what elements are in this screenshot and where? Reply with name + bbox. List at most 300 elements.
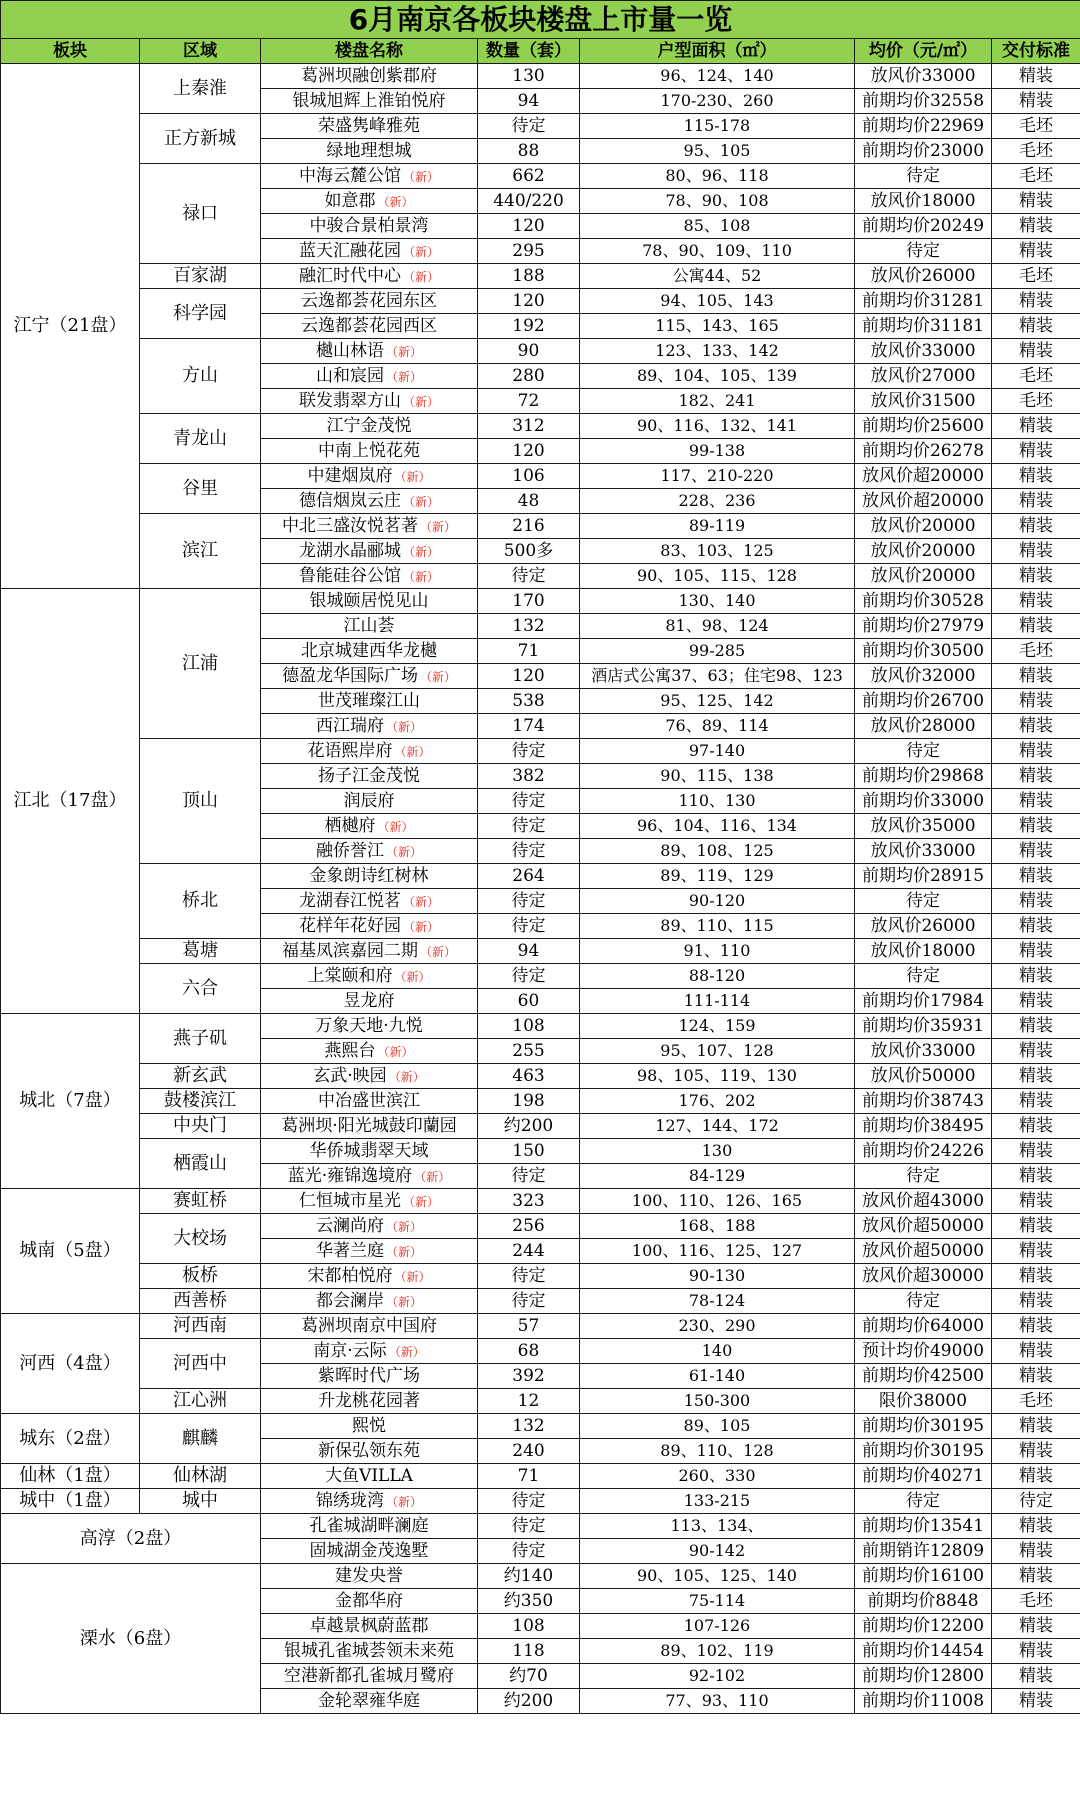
unit-area-cell: 61-140 (580, 1364, 855, 1389)
avg-price-cell: 前期均价31181 (855, 314, 992, 339)
new-tag: （新） (419, 669, 456, 684)
delivery-cell: 精装 (992, 564, 1080, 589)
quantity-cell: 待定 (478, 1164, 580, 1189)
project-name-cell (261, 239, 478, 264)
project-name-cell (261, 1289, 478, 1314)
avg-price-cell: 前期均价32558 (855, 89, 992, 114)
project-name-cell (261, 1589, 478, 1614)
project-name: 德信烟岚云庄 (298, 490, 401, 511)
quantity-cell: 120 (478, 439, 580, 464)
unit-area-cell: 83、103、125 (580, 539, 855, 564)
quantity-cell: 244 (478, 1239, 580, 1264)
header-row (1, 39, 1080, 64)
quantity-cell: 待定 (478, 814, 580, 839)
delivery-cell: 精装 (992, 814, 1080, 839)
delivery-cell: 毛坯 (992, 364, 1080, 389)
project-name-cell (261, 1214, 478, 1239)
new-tag: （新） (388, 1344, 425, 1359)
quantity-cell: 71 (478, 639, 580, 664)
header-project-name: 楼盘名称 (261, 39, 478, 64)
quantity-cell: 120 (478, 664, 580, 689)
quantity-cell: 待定 (478, 889, 580, 914)
quantity-cell: 120 (478, 214, 580, 239)
project-name-cell (261, 414, 478, 439)
avg-price-cell: 前期均价22969 (855, 114, 992, 139)
avg-price-cell: 前期均价30195 (855, 1414, 992, 1439)
project-name: 如意郡 (324, 190, 376, 211)
delivery-cell: 精装 (992, 1114, 1080, 1139)
zone-cell: 新玄武 (140, 1064, 261, 1089)
project-name: 云逸都荟花园西区 (301, 315, 437, 336)
table-row (1, 289, 1080, 314)
avg-price-cell: 前期均价11008 (855, 1689, 992, 1714)
quantity-cell: 323 (478, 1189, 580, 1214)
table-row (1, 1389, 1080, 1414)
unit-area-cell: 260、330 (580, 1464, 855, 1489)
project-name-cell (261, 1564, 478, 1589)
avg-price-cell: 放风价18000 (855, 939, 992, 964)
delivery-cell: 精装 (992, 1414, 1080, 1439)
delivery-cell: 精装 (992, 889, 1080, 914)
block-cell: 城东（2盘） (1, 1414, 140, 1464)
unit-area-cell: 78、90、109、110 (580, 239, 855, 264)
delivery-cell: 精装 (992, 614, 1080, 639)
project-name: 龙湖水晶郦城 (298, 540, 401, 561)
zone-cell: 赛虹桥 (140, 1189, 261, 1214)
header-delivery: 交付标准 (992, 39, 1080, 64)
delivery-cell: 精装 (992, 1164, 1080, 1189)
project-name-cell (261, 1389, 478, 1414)
project-name-cell (261, 1039, 478, 1064)
quantity-cell: 68 (478, 1339, 580, 1364)
quantity-cell: 12 (478, 1389, 580, 1414)
project-name-cell (261, 1164, 478, 1189)
avg-price-cell: 放风价33000 (855, 339, 992, 364)
avg-price-cell: 前期均价27979 (855, 614, 992, 639)
project-name: 融侨誉江 (315, 840, 384, 861)
delivery-cell: 精装 (992, 339, 1080, 364)
project-name: 建发央誉 (335, 1565, 403, 1586)
project-name-cell (261, 1314, 478, 1339)
project-name-cell (261, 1339, 478, 1364)
unit-area-cell: 99-285 (580, 639, 855, 664)
delivery-cell: 精装 (992, 64, 1080, 89)
table-row (1, 1064, 1080, 1089)
delivery-cell: 精装 (992, 1089, 1080, 1114)
table-row (1, 589, 1080, 614)
delivery-cell: 精装 (992, 414, 1080, 439)
project-name-cell (261, 1189, 478, 1214)
block-cell: 仙林（1盘） (1, 1464, 140, 1489)
unit-area-cell: 95、105 (580, 139, 855, 164)
delivery-cell: 精装 (992, 964, 1080, 989)
zone-cell: 上秦淮 (140, 64, 261, 114)
project-name: 玄武·映园 (313, 1065, 387, 1086)
avg-price-cell: 放风价27000 (855, 364, 992, 389)
delivery-cell: 毛坯 (992, 1589, 1080, 1614)
project-name: 花语熙岸府 (307, 740, 393, 761)
zone-cell: 正方新城 (140, 114, 261, 164)
avg-price-cell: 前期均价35931 (855, 1014, 992, 1039)
zone-cell: 中央门 (140, 1114, 261, 1139)
project-name-cell (261, 1539, 478, 1564)
project-name: 中骏合景柏景湾 (309, 215, 429, 236)
unit-area-cell: 90-142 (580, 1539, 855, 1564)
unit-area-cell: 77、93、110 (580, 1689, 855, 1714)
delivery-cell: 精装 (992, 1289, 1080, 1314)
unit-area-cell: 228、236 (580, 489, 855, 514)
project-name: 上棠颐和府 (307, 965, 393, 986)
project-name: 熙悦 (352, 1415, 386, 1436)
unit-area-cell: 89、104、105、139 (580, 364, 855, 389)
project-name-cell (261, 939, 478, 964)
delivery-cell: 待定 (992, 1489, 1080, 1514)
table-row (1, 164, 1080, 189)
project-name-cell (261, 839, 478, 864)
table-row (1, 1114, 1080, 1139)
unit-area-cell: 115、143、165 (580, 314, 855, 339)
table-row (1, 739, 1080, 764)
table-row (1, 1564, 1080, 1589)
unit-area-cell: 117、210-220 (580, 464, 855, 489)
delivery-cell: 精装 (992, 289, 1080, 314)
delivery-cell: 精装 (992, 1239, 1080, 1264)
quantity-cell: 264 (478, 864, 580, 889)
unit-area-cell: 124、159 (580, 1014, 855, 1039)
quantity-cell: 382 (478, 764, 580, 789)
quantity-cell: 57 (478, 1314, 580, 1339)
quantity-cell: 108 (478, 1014, 580, 1039)
table-row (1, 1314, 1080, 1339)
avg-price-cell: 放风价26000 (855, 914, 992, 939)
quantity-cell: 88 (478, 139, 580, 164)
project-name: 葛洲坝·阳光城鼓印蘭园 (281, 1115, 457, 1136)
title-row (1, 1, 1080, 39)
header-avg-price: 均价（元/㎡） (855, 39, 992, 64)
quantity-cell: 130 (478, 64, 580, 89)
new-tag: （新） (385, 369, 422, 384)
project-name: 金轮翠雍华庭 (318, 1690, 420, 1711)
quantity-cell: 312 (478, 414, 580, 439)
delivery-cell: 精装 (992, 1189, 1080, 1214)
avg-price-cell: 放风价超20000 (855, 489, 992, 514)
table-row (1, 514, 1080, 539)
project-name: 花样年花好园 (298, 915, 401, 936)
delivery-cell: 精装 (992, 214, 1080, 239)
new-tag: （新） (402, 544, 439, 559)
avg-price-cell: 放风价超30000 (855, 1264, 992, 1289)
project-name-cell (261, 339, 478, 364)
new-tag: （新） (394, 744, 431, 759)
new-tag: （新） (394, 969, 431, 984)
new-tag: （新） (385, 1294, 422, 1309)
new-tag: （新） (402, 919, 439, 934)
avg-price-cell: 前期均价26278 (855, 439, 992, 464)
project-name-cell (261, 189, 478, 214)
project-name: 鲁能硅谷公馆 (298, 565, 401, 586)
quantity-cell: 待定 (478, 1514, 580, 1539)
delivery-cell: 精装 (992, 739, 1080, 764)
zone-cell: 桥北 (140, 864, 261, 939)
unit-area-cell: 133-215 (580, 1489, 855, 1514)
zone-cell: 六合 (140, 964, 261, 1014)
new-tag: （新） (419, 519, 456, 534)
avg-price-cell: 前期均价38495 (855, 1114, 992, 1139)
project-name: 金都华府 (335, 1590, 403, 1611)
project-name: 江宁金茂悦 (326, 415, 412, 436)
new-tag: （新） (377, 819, 414, 834)
delivery-cell: 毛坯 (992, 389, 1080, 414)
project-name: 云逸都荟花园东区 (301, 290, 437, 311)
project-name-cell (261, 139, 478, 164)
delivery-cell: 精装 (992, 914, 1080, 939)
unit-area-cell: 95、125、142 (580, 689, 855, 714)
project-name: 北京城建西华龙樾 (301, 640, 437, 661)
project-name-cell (261, 589, 478, 614)
project-name: 世茂璀璨江山 (318, 690, 420, 711)
delivery-cell: 精装 (992, 1139, 1080, 1164)
quantity-cell: 198 (478, 1089, 580, 1114)
unit-area-cell: 100、110、126、165 (580, 1189, 855, 1214)
block-cell: 江宁（21盘） (1, 64, 140, 589)
avg-price-cell: 前期均价30500 (855, 639, 992, 664)
avg-price-cell: 放风价28000 (855, 714, 992, 739)
project-name-cell (261, 89, 478, 114)
delivery-cell: 精装 (992, 1364, 1080, 1389)
table-row (1, 1489, 1080, 1514)
quantity-cell: 待定 (478, 914, 580, 939)
avg-price-cell: 放风价35000 (855, 814, 992, 839)
avg-price-cell: 待定 (855, 1489, 992, 1514)
project-name: 紫晖时代广场 (318, 1365, 420, 1386)
quantity-cell: 463 (478, 1064, 580, 1089)
zone-cell: 燕子矶 (140, 1014, 261, 1064)
quantity-cell: 662 (478, 164, 580, 189)
project-name-cell (261, 1139, 478, 1164)
unit-area-cell: 123、133、142 (580, 339, 855, 364)
quantity-cell: 待定 (478, 789, 580, 814)
delivery-cell: 精装 (992, 239, 1080, 264)
avg-price-cell: 前期均价12800 (855, 1664, 992, 1689)
quantity-cell: 94 (478, 939, 580, 964)
project-name: 龙湖春江悦茗 (298, 890, 401, 911)
quantity-cell: 120 (478, 289, 580, 314)
project-name: 中南上悦花苑 (318, 440, 420, 461)
avg-price-cell: 前期均价17984 (855, 989, 992, 1014)
project-name-cell (261, 964, 478, 989)
table-row (1, 1339, 1080, 1364)
unit-area-cell: 168、188 (580, 1214, 855, 1239)
unit-area-cell: 公寓44、52 (580, 264, 855, 289)
zone-cell: 栖霞山 (140, 1139, 261, 1189)
unit-area-cell: 76、89、114 (580, 714, 855, 739)
project-name-cell (261, 914, 478, 939)
project-name: 固城湖金茂逸墅 (309, 1540, 429, 1561)
project-name: 云澜尚府 (315, 1215, 384, 1236)
project-name: 孔雀城湖畔澜庭 (309, 1515, 429, 1536)
unit-area-cell: 100、116、125、127 (580, 1239, 855, 1264)
new-tag: （新） (394, 469, 431, 484)
delivery-cell: 精装 (992, 864, 1080, 889)
unit-area-cell: 85、108 (580, 214, 855, 239)
project-name-cell (261, 1689, 478, 1714)
unit-area-cell: 90-130 (580, 1264, 855, 1289)
quantity-cell: 待定 (478, 739, 580, 764)
quantity-cell: 待定 (478, 964, 580, 989)
new-tag: （新） (388, 1069, 425, 1084)
unit-area-cell: 176、202 (580, 1089, 855, 1114)
avg-price-cell: 前期均价30528 (855, 589, 992, 614)
delivery-cell: 精装 (992, 489, 1080, 514)
quantity-cell: 90 (478, 339, 580, 364)
project-name: 中建烟岚府 (307, 465, 393, 486)
delivery-cell: 精装 (992, 839, 1080, 864)
avg-price-cell: 放风价50000 (855, 1064, 992, 1089)
zone-cell: 城中 (140, 1489, 261, 1514)
table-row (1, 114, 1080, 139)
quantity-cell: 待定 (478, 1539, 580, 1564)
project-name-cell (261, 439, 478, 464)
project-name: 蓝天汇融花园 (298, 240, 401, 261)
delivery-cell: 精装 (992, 1614, 1080, 1639)
zone-cell: 科学园 (140, 289, 261, 339)
block-cell: 江北（17盘） (1, 589, 140, 1014)
avg-price-cell: 放风价33000 (855, 1039, 992, 1064)
project-name: 中海云麓公馆 (298, 165, 401, 186)
project-name: 福基凤滨嘉园二期 (281, 940, 418, 961)
avg-price-cell: 放风价33000 (855, 839, 992, 864)
project-name-cell (261, 464, 478, 489)
quantity-cell: 216 (478, 514, 580, 539)
avg-price-cell: 前期均价23000 (855, 139, 992, 164)
project-name-cell (261, 1489, 478, 1514)
avg-price-cell: 前期均价20249 (855, 214, 992, 239)
unit-area-cell: 107-126 (580, 1614, 855, 1639)
unit-area-cell: 98、105、119、130 (580, 1064, 855, 1089)
unit-area-cell: 90、105、125、140 (580, 1564, 855, 1589)
new-tag: （新） (402, 269, 439, 284)
avg-price-cell: 前期均价40271 (855, 1464, 992, 1489)
avg-price-cell: 前期销许12809 (855, 1539, 992, 1564)
quantity-cell: 71 (478, 1464, 580, 1489)
project-name-cell (261, 814, 478, 839)
project-name: 银城颐居悦见山 (309, 590, 429, 611)
project-name: 华侨城翡翠天域 (309, 1140, 429, 1161)
zone-cell: 麒麟 (140, 1414, 261, 1464)
unit-area-cell: 90-120 (580, 889, 855, 914)
avg-price-cell: 前期均价26700 (855, 689, 992, 714)
project-name-cell (261, 539, 478, 564)
new-tag: （新） (402, 244, 439, 259)
table-row (1, 1014, 1080, 1039)
quantity-cell: 132 (478, 614, 580, 639)
block-cell: 溧水（6盘） (1, 1564, 261, 1714)
block-cell: 城中（1盘） (1, 1489, 140, 1514)
unit-area-cell: 113、134、 (580, 1514, 855, 1539)
delivery-cell: 精装 (992, 1464, 1080, 1489)
unit-area-cell: 150-300 (580, 1389, 855, 1414)
zone-cell: 滨江 (140, 514, 261, 589)
avg-price-cell: 放风价20000 (855, 539, 992, 564)
delivery-cell: 精装 (992, 1664, 1080, 1689)
unit-area-cell: 89、119、129 (580, 864, 855, 889)
unit-area-cell: 80、96、118 (580, 164, 855, 189)
project-name-cell (261, 514, 478, 539)
delivery-cell: 精装 (992, 939, 1080, 964)
quantity-cell: 150 (478, 1139, 580, 1164)
project-name: 空港新都孔雀城月鹭府 (284, 1665, 454, 1686)
delivery-cell: 精装 (992, 1014, 1080, 1039)
new-tag: （新） (419, 944, 456, 959)
unit-area-cell: 89-119 (580, 514, 855, 539)
table-row (1, 1089, 1080, 1114)
delivery-cell: 精装 (992, 1689, 1080, 1714)
project-name-cell (261, 214, 478, 239)
quantity-cell: 174 (478, 714, 580, 739)
quantity-cell: 500多 (478, 539, 580, 564)
project-name: 宋都柏悦府 (307, 1265, 393, 1286)
quantity-cell: 440/220 (478, 189, 580, 214)
project-name: 扬子江金茂悦 (318, 765, 420, 786)
project-name: 昱龙府 (343, 990, 395, 1011)
project-name-cell (261, 764, 478, 789)
unit-area-cell: 111-114 (580, 989, 855, 1014)
delivery-cell: 精装 (992, 1039, 1080, 1064)
delivery-cell: 精装 (992, 514, 1080, 539)
avg-price-cell: 放风价超20000 (855, 464, 992, 489)
unit-area-cell: 230、290 (580, 1314, 855, 1339)
quantity-cell: 106 (478, 464, 580, 489)
unit-area-cell: 90、115、138 (580, 764, 855, 789)
project-name: 新保弘领东苑 (318, 1440, 420, 1461)
quantity-cell: 待定 (478, 1264, 580, 1289)
quantity-cell: 72 (478, 389, 580, 414)
project-name-cell (261, 1014, 478, 1039)
project-name-cell (261, 114, 478, 139)
new-tag: （新） (402, 169, 439, 184)
project-name-cell (261, 264, 478, 289)
project-name: 荣盛隽峰雅苑 (318, 115, 420, 136)
unit-area-cell: 182、241 (580, 389, 855, 414)
delivery-cell: 毛坯 (992, 1389, 1080, 1414)
avg-price-cell: 前期均价30195 (855, 1439, 992, 1464)
new-tag: （新） (402, 494, 439, 509)
avg-price-cell: 放风价20000 (855, 564, 992, 589)
quantity-cell: 待定 (478, 114, 580, 139)
project-name-cell (261, 1089, 478, 1114)
project-name: 中冶盛世滨江 (318, 1090, 420, 1111)
unit-area-cell: 97-140 (580, 739, 855, 764)
delivery-cell: 精装 (992, 1214, 1080, 1239)
quantity-cell: 538 (478, 689, 580, 714)
project-name: 德盈龙华国际广场 (281, 665, 418, 686)
unit-area-cell: 170-230、260 (580, 89, 855, 114)
quantity-cell: 392 (478, 1364, 580, 1389)
project-name-cell (261, 989, 478, 1014)
quantity-cell: 295 (478, 239, 580, 264)
quantity-cell: 108 (478, 1614, 580, 1639)
project-name: 万象天地·九悦 (315, 1015, 423, 1036)
unit-area-cell: 110、130 (580, 789, 855, 814)
unit-area-cell: 91、110 (580, 939, 855, 964)
avg-price-cell: 待定 (855, 1164, 992, 1189)
zone-cell: 河西中 (140, 1339, 261, 1389)
avg-price-cell: 放风价20000 (855, 514, 992, 539)
project-name-cell (261, 739, 478, 764)
zone-cell: 葛塘 (140, 939, 261, 964)
unit-area-cell: 81、98、124 (580, 614, 855, 639)
avg-price-cell: 待定 (855, 239, 992, 264)
